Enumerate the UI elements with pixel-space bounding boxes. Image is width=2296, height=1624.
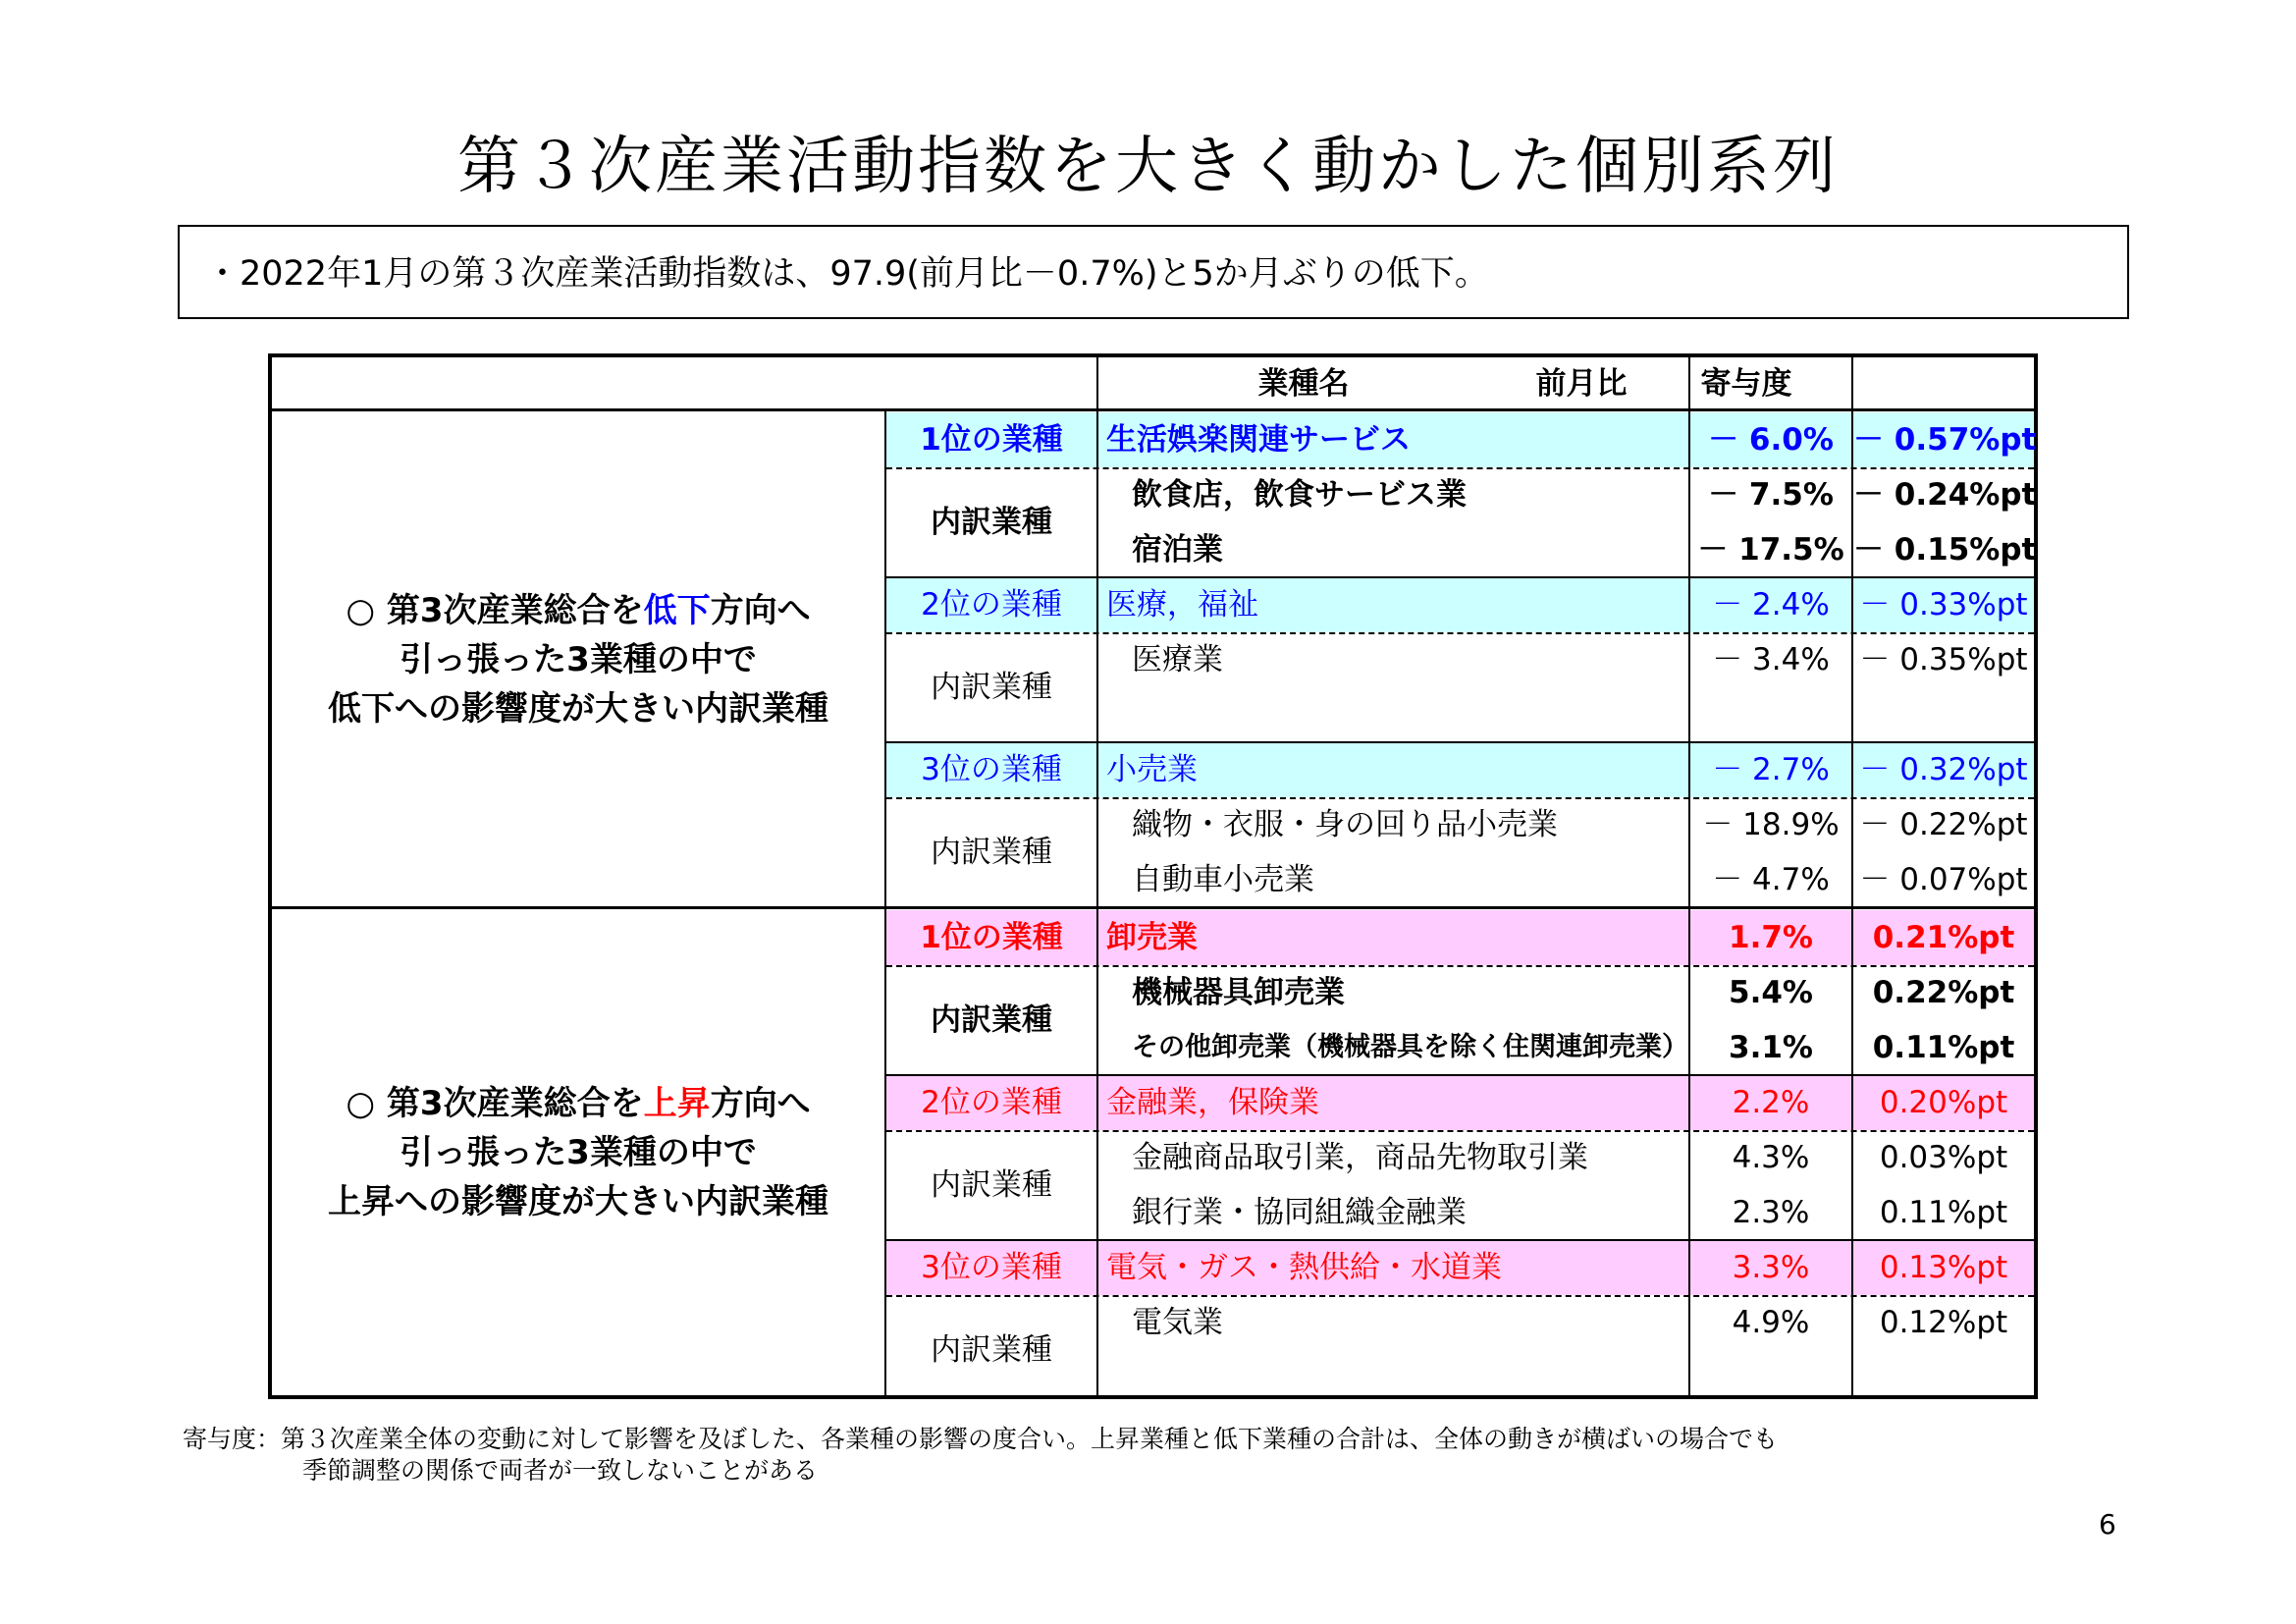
header-contribution: 寄与度 — [1700, 366, 1792, 402]
group-label-suffix: 方向へ — [710, 1084, 811, 1123]
sub-mom: 3.1% — [1729, 1030, 1813, 1065]
sub-industry-name: 医療業 — [1132, 642, 1223, 677]
rank-dash-line — [886, 467, 2034, 469]
sub-mom: 4.3% — [1732, 1140, 1810, 1175]
rank-industry-name: 小売業 — [1106, 752, 1198, 787]
group-label-0 — [272, 586, 884, 733]
rank-separator — [886, 1074, 2034, 1076]
rank-mom: － 2.4% — [1712, 587, 1830, 623]
rank-label: 1位の業種 — [920, 920, 1063, 955]
group-label-line2: 引っ張った3業種の中で — [400, 1133, 757, 1172]
sub-contribution: 0.12%pt — [1879, 1305, 2008, 1340]
group-label-line2: 引っ張った3業種の中で — [400, 639, 757, 679]
sub-mom: 4.9% — [1732, 1305, 1810, 1340]
page-number: 6 — [2099, 1508, 2116, 1541]
sub-industry-name: 自動車小売業 — [1132, 862, 1314, 897]
rank-industry-name: 卸売業 — [1106, 920, 1198, 955]
header-industry: 業種名 — [1257, 366, 1350, 402]
rank-industry-name: 生活娯楽関連サービス — [1106, 422, 1411, 458]
sub-mom: － 4.7% — [1712, 862, 1830, 897]
rank-mom: 2.2% — [1732, 1085, 1810, 1120]
rank-dash-line — [886, 1295, 2034, 1297]
rank-dash-line — [886, 632, 2034, 634]
group-label-suffix: 方向へ — [710, 590, 811, 630]
rank-contribution: 0.21%pt — [1872, 920, 2015, 955]
rank-label: 2位の業種 — [921, 587, 1062, 623]
sub-contribution: － 0.07%pt — [1859, 862, 2028, 897]
sub-industry-name: 銀行業・協同組織金融業 — [1132, 1195, 1467, 1230]
rank-label: 3位の業種 — [921, 752, 1062, 787]
rank-industry-name: 金融業，保険業 — [1106, 1085, 1319, 1120]
sub-mom: － 7.5% — [1708, 477, 1834, 513]
sub-label: 内訳業種 — [931, 1002, 1052, 1038]
rank-mom: － 2.7% — [1712, 752, 1830, 787]
header-mom: 前月比 — [1535, 366, 1628, 402]
group-label-highlight: 低下 — [643, 590, 711, 630]
footnote-line2: 季節調整の関係で両者が一致しないことがある — [302, 1456, 819, 1485]
rank-mom: － 6.0% — [1708, 422, 1834, 458]
header-rule — [272, 408, 2034, 411]
group-label-highlight: 上昇 — [643, 1084, 711, 1123]
sub-contribution: － 0.15%pt — [1853, 532, 2037, 568]
group-label-line1 — [272, 1079, 884, 1128]
summary-box: ・2022年1月の第３次産業活動指数は、97.9(前月比－0.7%)と5か月ぶりの低下。 — [178, 225, 2129, 319]
sub-industry-name: 宿泊業 — [1132, 532, 1223, 568]
sub-industry-name: 織物・衣服・身の回り品小売業 — [1132, 807, 1558, 842]
sub-mom: － 17.5% — [1697, 532, 1844, 568]
col-divider-mom — [1688, 357, 1690, 1395]
sub-industry-name: 金融商品取引業，商品先物取引業 — [1132, 1140, 1588, 1175]
sub-industry-name: 飲食店，飲食サービス業 — [1132, 477, 1467, 513]
sub-mom: 2.3% — [1732, 1195, 1810, 1230]
rank-mom: 3.3% — [1732, 1250, 1810, 1285]
group-label-prefix: ○ 第3次産業総合を — [346, 590, 644, 630]
rank-contribution: － 0.57%pt — [1853, 422, 2037, 458]
sub-contribution: 0.03%pt — [1879, 1140, 2008, 1175]
rank-contribution: 0.13%pt — [1879, 1250, 2008, 1285]
rank-label: 3位の業種 — [921, 1250, 1062, 1285]
rank-separator — [886, 1239, 2034, 1241]
sub-contribution: － 0.35%pt — [1859, 642, 2028, 677]
sub-label: 内訳業種 — [931, 1167, 1052, 1203]
sub-contribution: 0.11%pt — [1879, 1195, 2008, 1230]
rank-industry-name: 電気・ガス・熱供給・水道業 — [1106, 1250, 1502, 1285]
rank-separator — [886, 741, 2034, 743]
group-label-1 — [272, 1079, 884, 1226]
footnote-line1: 寄与度：第３次産業全体の変動に対して影響を及ぼした、各業種の影響の度合い。上昇業種と低下業種の合計は、全体の動きが横ばいの場合でも — [183, 1425, 1779, 1453]
rank-dash-line — [886, 797, 2034, 799]
rank-label: 2位の業種 — [921, 1085, 1062, 1120]
rank-dash-line — [886, 965, 2034, 967]
sub-mom: － 18.9% — [1702, 807, 1840, 842]
rank-contribution: 0.20%pt — [1879, 1085, 2008, 1120]
col-divider-label — [884, 408, 886, 1395]
rank-contribution: － 0.33%pt — [1859, 587, 2028, 623]
sub-contribution: － 0.24%pt — [1853, 477, 2037, 513]
sub-mom: 5.4% — [1729, 975, 1813, 1010]
group-divider — [272, 906, 2034, 909]
group-label-line3: 低下への影響度が大きい内訳業種 — [328, 688, 828, 729]
sub-contribution: 0.11%pt — [1872, 1030, 2015, 1065]
sub-industry-name: 機械器具卸売業 — [1132, 975, 1345, 1010]
rank-label: 1位の業種 — [920, 422, 1063, 458]
sub-industry-name: 電気業 — [1132, 1305, 1223, 1340]
rank-mom: 1.7% — [1729, 920, 1813, 955]
group-label-line1 — [272, 586, 884, 635]
col-divider-contribution — [1851, 357, 1853, 1395]
sub-mom: － 3.4% — [1712, 642, 1830, 677]
sub-industry-name: その他卸売業（機械器具を除く住関連卸売業） — [1132, 1032, 1688, 1062]
sub-label: 内訳業種 — [931, 835, 1052, 870]
rank-industry-name: 医療，福祉 — [1106, 587, 1258, 623]
group-label-prefix: ○ 第3次産業総合を — [346, 1084, 644, 1123]
sub-contribution: 0.22%pt — [1872, 975, 2015, 1010]
rank-contribution: － 0.32%pt — [1859, 752, 2028, 787]
sub-label: 内訳業種 — [931, 505, 1052, 540]
sub-contribution: － 0.22%pt — [1859, 807, 2028, 842]
sub-label: 内訳業種 — [931, 1332, 1052, 1368]
sub-label: 内訳業種 — [931, 670, 1052, 705]
rank-separator — [886, 576, 2034, 578]
industry-table — [268, 353, 2038, 1399]
page-title: 第３次産業活動指数を大きく動かした個別系列 — [457, 131, 1839, 203]
group-label-line3: 上昇への影響度が大きい内訳業種 — [328, 1182, 828, 1221]
rank-dash-line — [886, 1130, 2034, 1132]
col-divider-industry — [1096, 357, 1098, 1395]
